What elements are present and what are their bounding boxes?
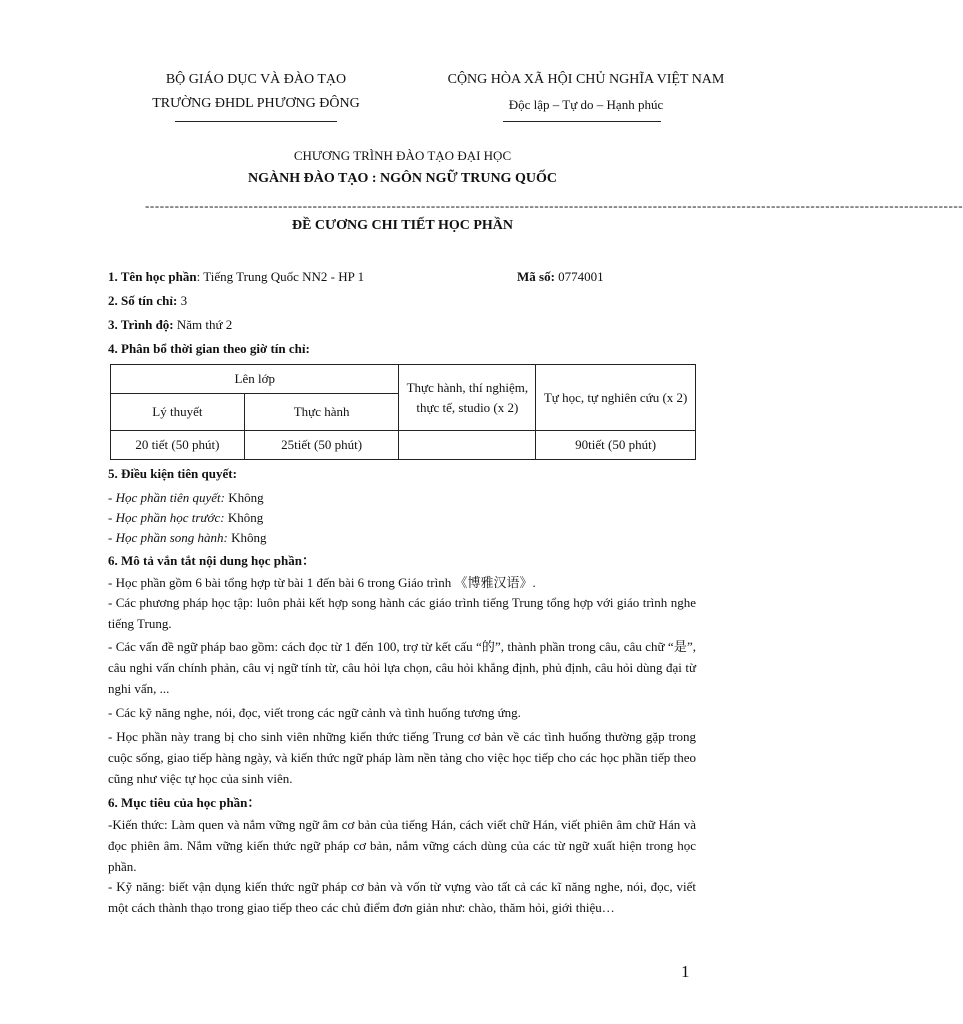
objectives-heading: 6. Mục tiêu của học phần：: [108, 795, 261, 810]
summary-heading: 6. Mô tả vắn tắt nội dung học phần：: [108, 553, 315, 568]
level-value: Năm thứ 2: [173, 317, 233, 332]
prereq-item: [108, 510, 696, 526]
header-thuc-hanh-thi-nghiem: Thực hành, thí nghiệm, thực tế, studio (x 2): [399, 365, 536, 431]
summary-paragraph: - Học phần này trang bị cho sinh viên những kiến thức tiếng Trung cơ bản về các tình huống thường gặp trong cuộc sống, giao tiếp hàng ngày, và kiến thức ngữ pháp làm nền tảng cho việc học tiếp cho các học phần tiếp theo cũng như việc tự học của sinh viên.: [108, 729, 696, 786]
header-tu-hoc: Tự học, tự nghiên cứu (x 2): [536, 365, 696, 431]
level-label: 3. Trình độ:: [108, 317, 174, 332]
summary-paragraph: - Các vấn đề ngữ pháp bao gồm: cách đọc từ 1 đến 100, trợ từ kết cấu “的”, thành phần trong câu, câu chữ “是”, câu nghi vấn chính phản, câu vị ngữ tính từ, câu hỏi lựa chọn, câu hỏi khẳng định, phủ định, câu hỏi dùng đại từ nghi vấn, ...: [108, 639, 696, 696]
prereq-label: - Học phần song hành:: [108, 530, 228, 545]
prereq-value: Không: [224, 510, 264, 525]
objectives-paragraph: -Kiến thức: Làm quen và nắm vững ngữ âm cơ bản của tiếng Hán, cách viết chữ Hán, viết phiên âm chữ Hán và đọc phiên âm. Nắm vững kiến thức ngữ pháp cơ bản, nắm vững cách dùng của các từ ngữ xuất hiện trong học phần.: [108, 817, 696, 874]
course-name-row: [108, 269, 696, 285]
document-title: ĐỀ CƯƠNG CHI TIẾT HỌC PHẦN: [291, 218, 514, 233]
time-allocation-table: [110, 364, 696, 460]
credits-row: [108, 293, 696, 309]
cell-ly-thuyet: 20 tiết (50 phút): [111, 431, 245, 460]
prereq-value: Không: [224, 490, 264, 505]
course-code-value: 0774001: [554, 269, 604, 284]
course-code-label: Mã số:: [517, 269, 555, 284]
ministry-name: BỘ GIÁO DỤC VÀ ĐÀO TẠO: [165, 72, 347, 87]
header-ly-thuyet: Lý thuyết: [111, 394, 245, 431]
objectives-paragraph: - Kỹ năng: biết vận dụng kiến thức ngữ pháp cơ bản và vốn từ vựng vào tất cả các kĩ năng nghe, nói, đọc, viết một cách thành thạo trong giao tiếp theo các chủ điểm đơn giản như: chào, thăm hỏi, giới thiệu…: [108, 879, 696, 915]
course-code-row: [517, 269, 604, 285]
credits-value: 3: [177, 293, 188, 308]
prereq-label: - Học phần tiên quyết:: [108, 490, 225, 505]
prereq-value: Không: [227, 530, 267, 545]
page-number: 1: [681, 962, 690, 981]
program-major: NGÀNH ĐÀO TẠO : NGÔN NGỮ TRUNG QUỐC: [248, 171, 557, 186]
cell-tu-hoc: 90tiết (50 phút): [536, 431, 696, 460]
credits-label: 2. Số tín chỉ:: [108, 293, 178, 308]
level-row: [108, 317, 696, 333]
national-motto: Độc lập – Tự do – Hạnh phúc: [508, 97, 664, 112]
header-thuc-hanh: Thực hành: [244, 394, 399, 431]
summary-paragraph: - Các phương pháp học tập: luôn phải kết hợp song hành các giáo trình tiếng Trung tổng hợp với giáo trình nghe tiếng Trung.: [108, 595, 696, 631]
header-len-lop: Lên lớp: [111, 365, 399, 394]
summary-paragraph: - Các kỹ năng nghe, nói, đọc, viết trong các ngữ cảnh và tình huống tương ứng.: [108, 705, 521, 720]
time-allocation-heading: 4. Phân bổ thời gian theo giờ tín chỉ:: [108, 341, 310, 356]
university-name: TRƯỜNG ĐHDL PHƯƠNG ĐÔNG: [152, 96, 360, 111]
cell-thuc-hanh-thi-nghiem: [399, 431, 536, 460]
header-right-underline: [503, 121, 661, 122]
prereq-item: [108, 490, 696, 506]
program-title: CHƯƠNG TRÌNH ĐÀO TẠO ĐẠI HỌC: [293, 148, 512, 163]
prereq-item: [108, 530, 696, 546]
republic-name: CỘNG HÒA XÃ HỘI CHỦ NGHĨA VIỆT NAM: [447, 72, 725, 87]
prereq-label: - Học phần học trước:: [108, 510, 225, 525]
course-name-label: 1. Tên học phần: [108, 269, 197, 284]
header-left-underline: [175, 121, 337, 122]
cell-thuc-hanh: 25tiết (50 phút): [244, 431, 399, 460]
prereq-heading: 5. Điều kiện tiên quyết:: [108, 466, 237, 481]
course-name-value: : Tiếng Trung Quốc NN2 - HP 1: [196, 269, 365, 284]
dashed-separator: ----------------------------------------------------------------------------------------------------------------------------------------------------------------------: [145, 198, 963, 213]
summary-paragraph: - Học phần gồm 6 bài tổng hợp từ bài 1 đến bài 6 trong Giáo trình 《博雅汉语》.: [108, 575, 536, 590]
